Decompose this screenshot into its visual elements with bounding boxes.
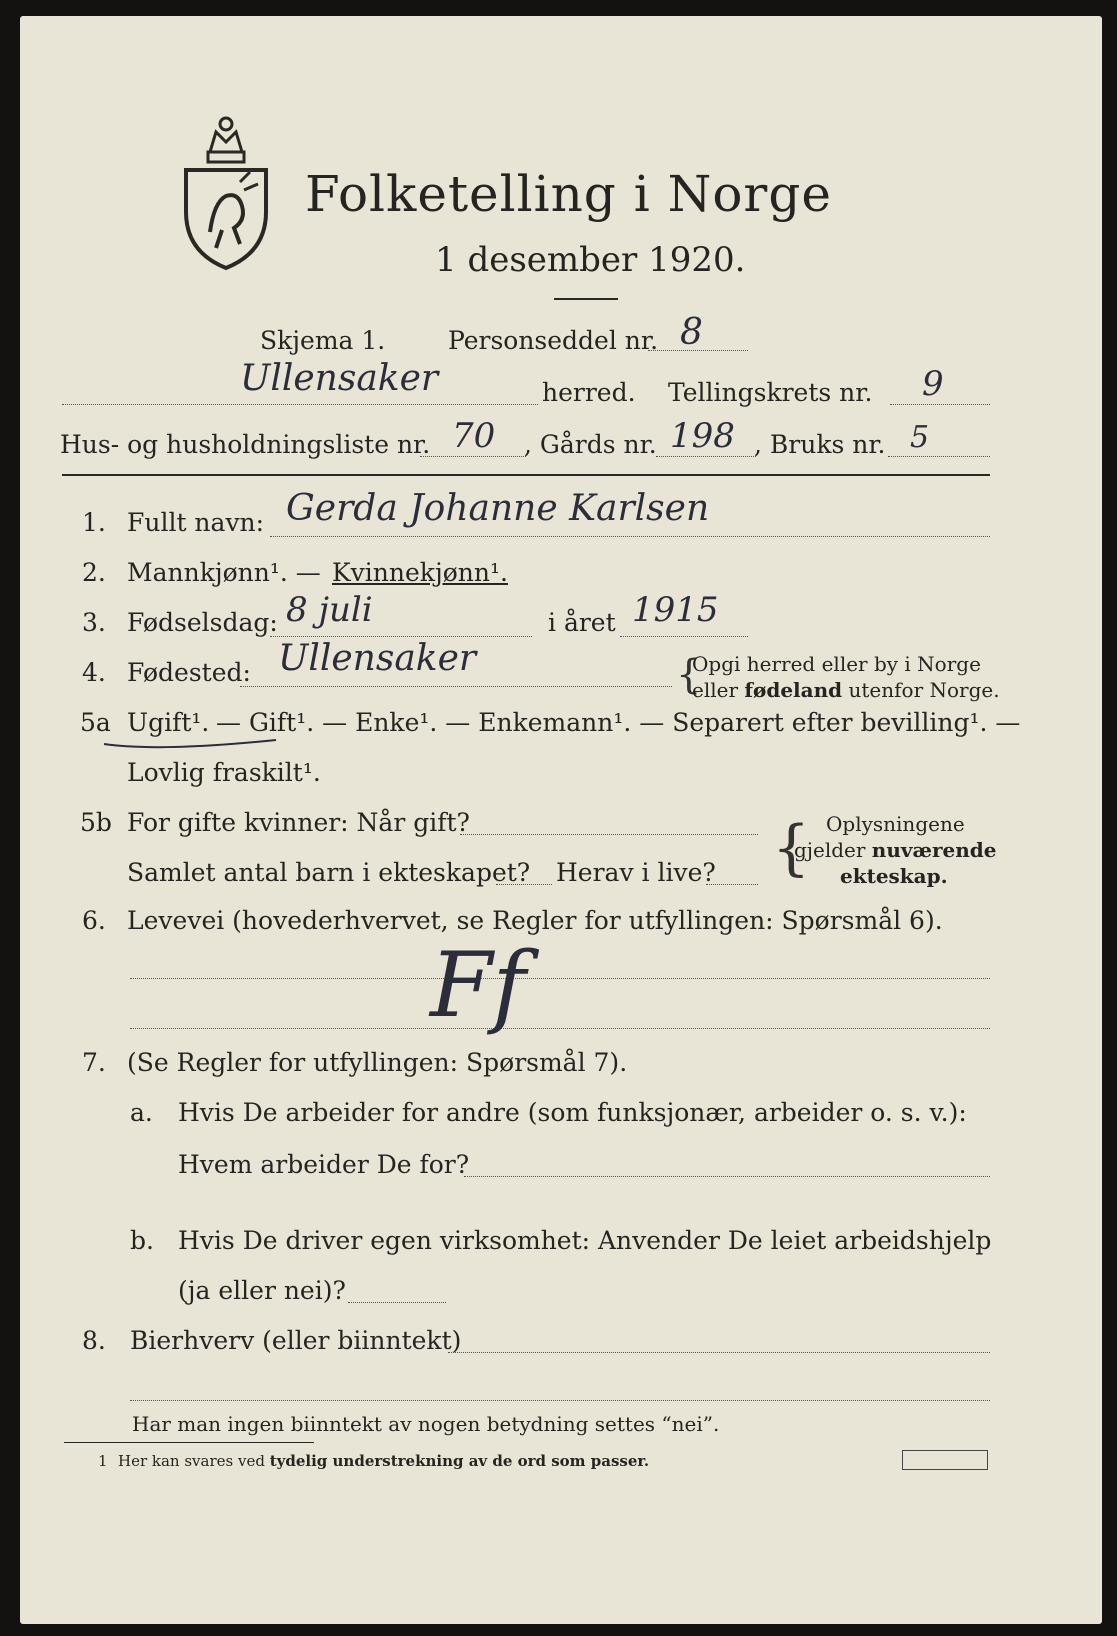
header-separator — [62, 474, 990, 476]
q7-label: (Se Regler for utfyllingen: Spørsmål 7). — [127, 1048, 628, 1077]
bruks-label: , Bruks nr. — [754, 430, 886, 459]
bruks-line — [888, 456, 990, 457]
q1-label: Fullt navn: — [127, 508, 265, 537]
q5a-status-options: — Gift¹. — Enke¹. — Enkemann¹. — Separert efter bevilling¹. — — [216, 708, 1021, 737]
q4-value: Ullensaker — [278, 638, 477, 679]
tellingskrets-value: 9 — [922, 364, 944, 404]
herred-line — [62, 404, 538, 405]
q8-label: Bierhverv (eller biinntekt) — [130, 1326, 462, 1355]
q5a-ugift-underline — [100, 732, 280, 752]
herred-value: Ullensaker — [240, 358, 439, 399]
gards-line — [656, 456, 756, 457]
hus-value: 70 — [452, 416, 496, 456]
gards-label: , Gårds nr. — [524, 430, 657, 459]
q5b-note-line1: Oplysningene — [826, 812, 965, 836]
personseddel-label: Personseddel nr. — [448, 326, 659, 355]
q5b-note-line2: gjelder nuværende — [794, 838, 997, 862]
q2-number: 2. — [82, 558, 106, 587]
q5b-children-line — [496, 884, 552, 885]
q2-male-option: Mannkjønn¹. — — [127, 558, 321, 587]
q4-note-line1: Opgi herred eller by i Norge — [692, 652, 981, 676]
q7b-help-label: (ja eller nei)? — [178, 1276, 346, 1305]
q5b-note-line3: ekteskap. — [840, 864, 948, 888]
q4-note-brace: { — [676, 652, 702, 698]
hus-line — [420, 456, 526, 457]
q7a-employer-line — [464, 1176, 990, 1177]
q7b-letter: b. — [130, 1226, 154, 1255]
q4-note-line2: eller fødeland utenfor Norge. — [692, 678, 1000, 702]
q8-number: 8. — [82, 1326, 106, 1355]
q2-female-option: Kvinnekjønn¹. — [332, 558, 508, 587]
q7b-line1: Hvis De driver egen virksomhet: Anvender De leiet arbeidshjelp — [178, 1226, 992, 1255]
q3-label: Fødselsdag: — [127, 608, 278, 637]
form-title: Folketelling i Norge — [305, 165, 832, 223]
tellingskrets-line — [890, 404, 990, 405]
q5b-number: 5b — [80, 808, 112, 837]
q5b-alive-line — [706, 884, 758, 885]
q4-label: Fødested: — [127, 658, 251, 687]
q1-value: Gerda Johanne Karlsen — [286, 488, 710, 529]
census-form-page — [20, 16, 1102, 1624]
q8-line-1 — [448, 1352, 990, 1353]
bruks-value: 5 — [910, 420, 930, 455]
q7a-letter: a. — [130, 1098, 153, 1127]
schema-label: Skjema 1. — [260, 326, 386, 355]
q5a-ugift-option: Ugift¹. — [127, 708, 210, 737]
q7a-employer-label: Hvem arbeider De for? — [178, 1150, 470, 1179]
herred-label: herred. — [542, 378, 636, 407]
footnote-mark: 1 — [98, 1452, 108, 1470]
printer-stamp — [902, 1450, 988, 1470]
q7b-help-line — [348, 1302, 446, 1303]
q1-number: 1. — [82, 508, 106, 537]
census-date: 1 desember 1920. — [435, 240, 746, 280]
q1-line — [270, 536, 990, 537]
personseddel-value: 8 — [680, 312, 703, 353]
footnote-rule — [64, 1442, 314, 1443]
gards-value: 198 — [670, 416, 735, 456]
coat-of-arms-icon — [180, 112, 272, 272]
title-divider — [554, 298, 618, 300]
q6-label: Levevei (hovederhvervet, se Regler for utfyllingen: Spørsmål 6). — [127, 906, 943, 935]
biinntekt-note: Har man ingen biinntekt av nogen betydning settes “nei”. — [132, 1412, 720, 1436]
q7a-line1: Hvis De arbeider for andre (som funksjonær, arbeider o. s. v.): — [178, 1098, 967, 1127]
q3-date-line — [270, 636, 532, 637]
q5b-married-line — [460, 834, 758, 835]
q5a-number: 5a — [80, 708, 111, 737]
q8-line-2 — [130, 1400, 990, 1401]
q5b-children-label: Samlet antal barn i ekteskapet? — [127, 858, 531, 887]
footnote-text: Her kan svares ved tydelig understrekning av de ord som passer. — [118, 1452, 650, 1470]
q3-value: 8 juli — [286, 590, 373, 630]
tellingskrets-label: Tellingskrets nr. — [668, 378, 873, 407]
q3-year-value: 1915 — [632, 590, 719, 630]
q6-line-2 — [130, 1028, 990, 1029]
q5b-alive-label: Herav i live? — [556, 858, 716, 887]
q5a-fraskilt-option: Lovlig fraskilt¹. — [127, 758, 321, 787]
q5b-married-label: For gifte kvinner: Når gift? — [127, 808, 470, 837]
q3-number: 3. — [82, 608, 106, 637]
q7-number: 7. — [82, 1048, 106, 1077]
q3-year-line — [620, 636, 748, 637]
q6-number: 6. — [82, 906, 106, 935]
hus-label: Hus- og husholdningsliste nr. — [60, 430, 431, 459]
q5b-note-brace: { — [772, 813, 811, 883]
q3-year-label: i året — [548, 608, 616, 637]
q4-number: 4. — [82, 658, 106, 687]
q6-line-1 — [130, 978, 990, 979]
q6-value: Ff — [430, 933, 526, 1038]
q4-line — [240, 686, 672, 687]
